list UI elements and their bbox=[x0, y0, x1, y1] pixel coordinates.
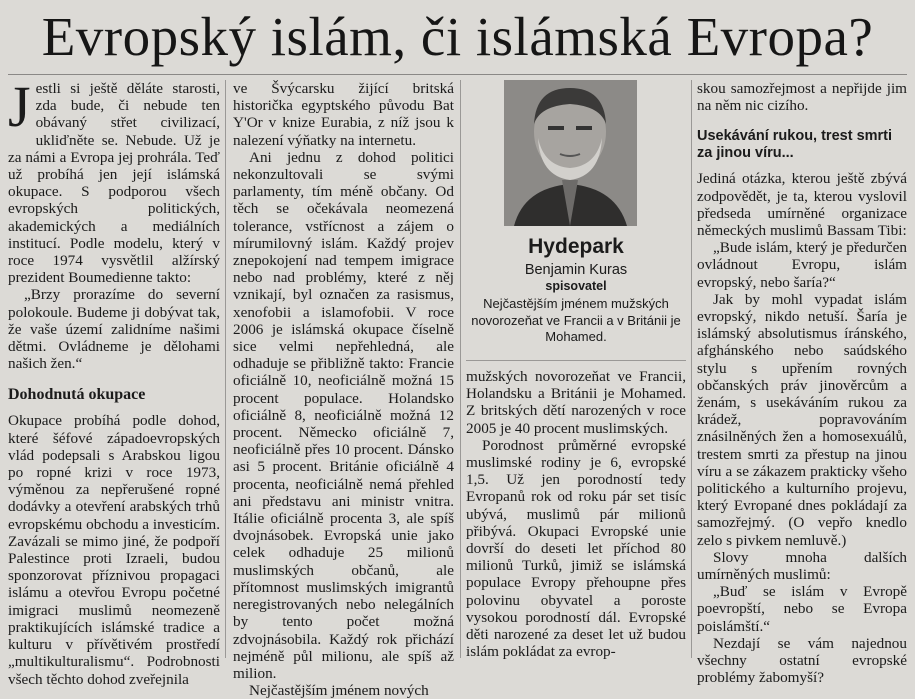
author-role: spisovatel bbox=[545, 279, 607, 293]
dropcap: J bbox=[8, 74, 31, 139]
quote-boumedienne: „Brzy prorazíme do severní polokoule. Budeme ji dobývat tak, že vaše území zalidníme našimi dětmi. Ovládneme je dělohami našich žen.“ bbox=[8, 286, 220, 373]
paragraph: ve Švýcarsku žijící britská historička egyptského původu Bat Y'Or v knize Eurabia, z níž jsou k nalezení výňatky na internetu. bbox=[233, 80, 454, 149]
column-2 bbox=[233, 80, 454, 699]
author-name: Benjamin Kuras bbox=[524, 262, 628, 278]
intro-paragraph: estli si ještě děláte starosti, zda bude, či nebude ten obávaný střet civilizací, ukliďněte se. Nebude. Už je za námi a Evropa jej prohrála. Teď už probíhá jen její islámská okupace. S podporou všech evropských politických, akademických a mediálních institucí. Podle modelu, který v roce 1974 vysvětlil alžírský prezident Boumedienne takto: bbox=[8, 80, 220, 287]
author-photo bbox=[504, 80, 637, 226]
box-divider bbox=[466, 360, 686, 361]
paragraph: Jak by mohl vypadat islám evropský, nikdo netuší. Šaría je islámský absolutismus íránského, afghánského nebo saúdského stylu s upřením rovných občanských práv jinověrcům a ženám, s usekáváním rukou za krádež, popravováním znásilněných žen a homosexuálů, trestem smrti za přestup na jinou víru a se zákazem prakticky všeho politického a kulturního projevu, který Evropané dnes pokládají za samozřejmý. (O vepřo knedlo zelo s pivkem nemluvě.) bbox=[697, 290, 907, 549]
paragraph: mužských novorozeňat ve Francii, Holandsku a Británii je Mohamed. Z britských dětí narozených v roce 2005 je 40 procent muslimských. bbox=[466, 368, 686, 437]
author-portrait-image bbox=[504, 80, 637, 226]
paragraph: Porodnost průměrné evropské muslimské rodiny je 6, evropské 1,5. Už jen porodností tedy Evropanů rok od roku pár set tisíc ubývá, muslimů pár milionů přibývá. Okupaci Evropské unie dovrší do deseti let příchod 80 milionů Turků, jimiž se islámská populace Evropy přehoupne přes polovinu obyvatel a poroste vysokou porodností dál. Evropské děti narozené za deset let už budou islám pokládat za evrop- bbox=[466, 436, 686, 661]
headline-rule bbox=[8, 74, 907, 75]
pull-quote: Nejčastějším jménem mužských novorozeňat ve Francii a v Británii je Mohamed. bbox=[471, 296, 681, 344]
paragraph: Okupace probíhá podle dohod, které šéfové západoevropských vlád podepsali s Arabskou ligou po ropné krizi v roce 1973, výměnou za nepřerušené ropné dodávky a otevření arabských trhů evropskému obchodu a investicím. Zavázali se mimo jiné, že podpoří Palestince proti Izraeli, budou sponzorovat příznivou propagaci islámu a otevřou Evropu početné imigraci muslimů neomezeně praktikujících islámské tradice a kulturu v přívětivém prostředí „multikulturalismu“. Podrobnosti všech těchto dohod zveřejnila bbox=[8, 412, 220, 688]
subhead-dohodnuta-okupace: Dohodnutá okupace bbox=[8, 386, 146, 404]
paragraph: Ani jednu z dohod politici nekonzultovali se svými parlamenty, tím méně občany. Od těch se očekávala neomezená tolerance, vstřícnost a zájem o mírumilovný islám. Každý projev znepokojení nad tempem imigrace nebo nad problémy, které z něj vznikají, byl označen za rasismus, xenofobii a islamofobii. V roce 2006 je islámská okupace číselně sice velmi nepřehledná, ale odhaduje se přibližně takto: Francie oficiálně 10, neoficiálně možná 15 procent populace. Holandsko oficiálně 8, neoficiálně možná 12 procent. Německo oficiálně 7, neoficiálně přes 10 procent. Dánsko asi 5 procent. Británie oficiálně 4 procenta, neoficiálně nemá přehled ani představu ani ministr vnitra. Itálie oficiálně procenta 3, ale spíš dvojnásobek. Evropská unie jako celek odhaduje 25 milionů muslimských občanů, ale přítomnost muslimských imigrantů neregistrovaných nebo nelegálních by tento počet možná zdvojnásobila. Každý rok přichází nejméně půl milionu, ale spíš až milion. bbox=[233, 148, 454, 682]
paragraph: skou samozřejmost a nepřijde jim na něm nic cizího. bbox=[697, 80, 907, 115]
column-1 bbox=[8, 74, 220, 688]
paragraph: Jediná otázka, kterou ještě zbývá zodpovědět, je ta, kterou vyslovil předseda umírněné organizace německých muslimů Bassam Tibi: bbox=[697, 170, 907, 240]
column-3 bbox=[466, 368, 686, 661]
column-divider bbox=[691, 80, 692, 658]
hydepark-label: Hydepark bbox=[528, 235, 624, 258]
subhead-usekavani-rukou: Usekávání rukou, trest smrti za jinou víru... bbox=[697, 128, 893, 162]
quote-tibi: „Bude islám, který je předurčen ovládnout Evropu, islám evropský, nebo šaría?“ bbox=[697, 239, 907, 291]
headline: Evropský islám, či islámská Evropa? bbox=[41, 6, 874, 67]
paragraph: Slovy mnoha dalších umírněných muslimů: bbox=[697, 548, 907, 584]
column-divider bbox=[460, 80, 461, 658]
paragraph: Nejčastějším jménem nových bbox=[249, 682, 429, 699]
hydepark-box bbox=[466, 228, 686, 356]
column-divider bbox=[225, 80, 226, 658]
quote-muslims: „Buď se islám v Evropě poevropští, nebo se Evropa poislámští.“ bbox=[697, 583, 907, 635]
column-4 bbox=[697, 80, 907, 687]
paragraph: Nezdají se vám najednou všechny ostatní evropské problémy žabomyší? bbox=[697, 634, 907, 687]
